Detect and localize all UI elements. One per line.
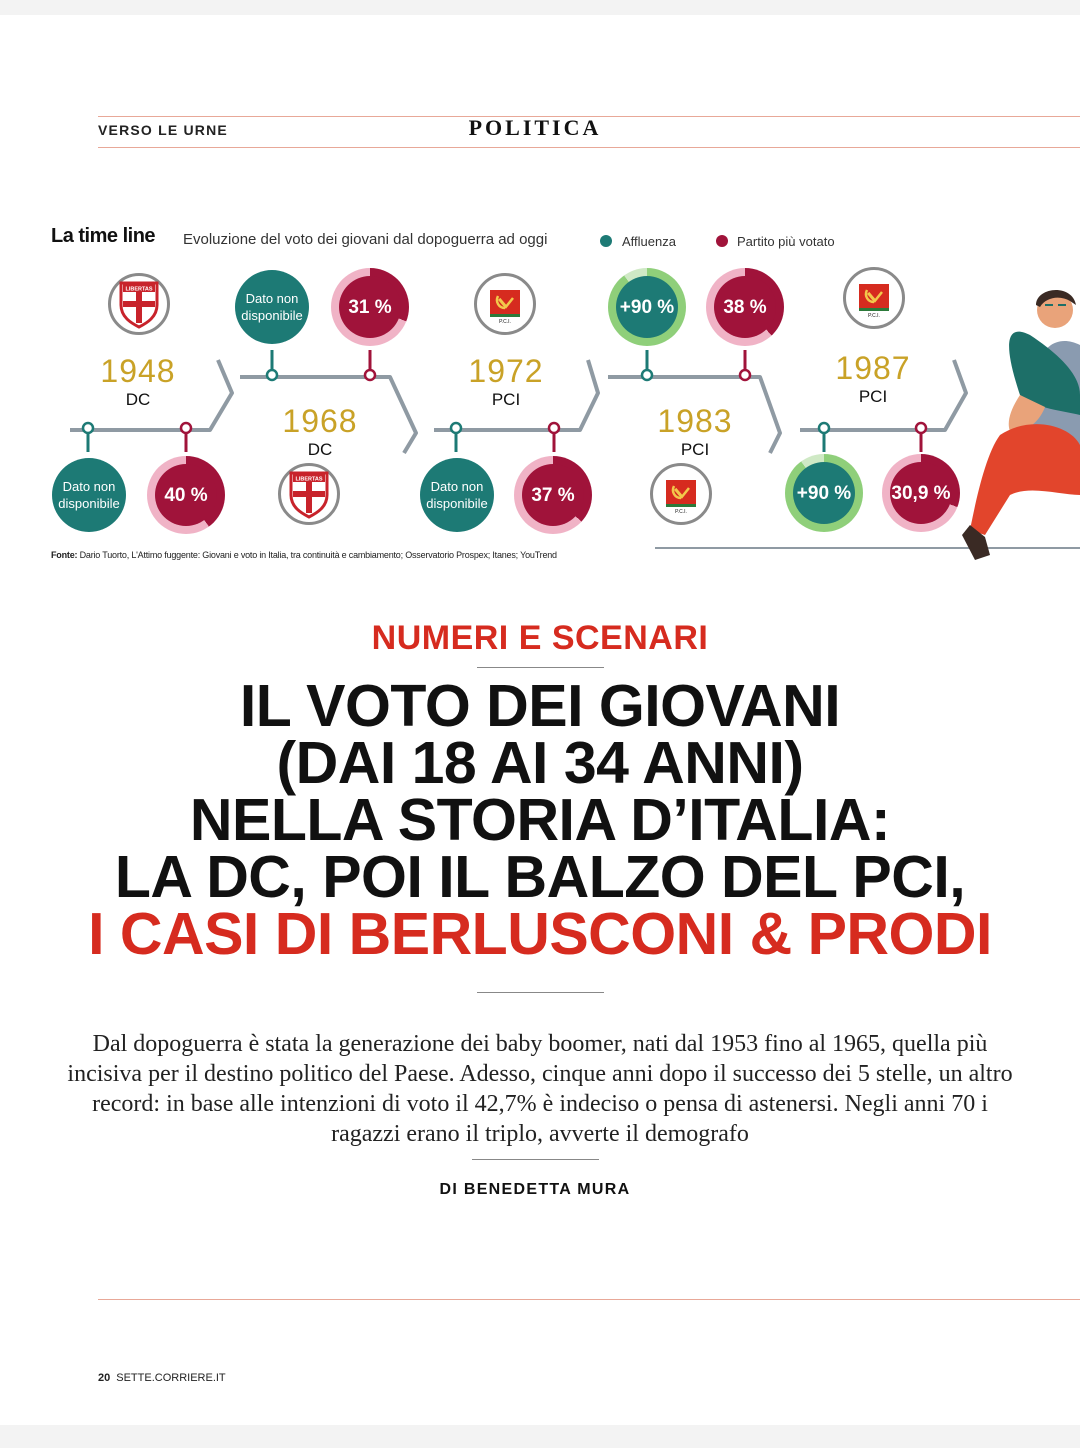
headline-line-2: (DAI 18 AI 34 ANNI)	[276, 730, 804, 796]
share-ring-1948	[147, 456, 225, 534]
node-1983-turnout	[642, 370, 652, 380]
headline	[0, 673, 1080, 967]
node-1987-party	[916, 423, 926, 433]
headline-line-4: LA DC, POI IL BALZO DEL PCI,	[114, 844, 966, 910]
timeline-source	[51, 550, 557, 560]
legend-party-label: Partito più votato	[737, 234, 835, 249]
deck: Dal dopoguerra è stata la generazione dei baby boomer, nati dal 1953 fino al 1965, quella più incisiva per il destino politico del Paese. Adesso, cinque anni dopo il successo dei 5 stelle, un altro record: in base alle intenzioni di voto il 42,7% è indeciso o pensa di astenersi. Negli anni 70 i ragazzi erano il triplo, avverte il demografo	[67, 1031, 1013, 1147]
year-1972: 1972	[468, 353, 544, 389]
young-person-illustration	[962, 290, 1080, 560]
turnout-value-1987: +90 %	[793, 462, 855, 524]
pci-flag-icon	[485, 284, 525, 324]
svg-text:LIBERTAS: LIBERTAS	[295, 476, 323, 483]
timeline-subtitle: Evoluzione del voto dei giovani dal dopoguerra ad oggi	[183, 231, 548, 248]
turnout-ring-1983	[608, 268, 686, 346]
dc-shield-icon	[117, 279, 161, 329]
share-value-1972: 37 %	[522, 464, 584, 526]
dc-logo-1968	[278, 463, 340, 525]
node-1972-turnout	[451, 423, 461, 433]
dc-shield-icon	[287, 469, 331, 519]
share-ring-1983	[706, 268, 784, 346]
kicker-rule	[477, 667, 604, 668]
source-text: Dario Tuorto, L'Attimo fuggente: Giovani e voto in Italia, tra continuità e cambiamento; Osservatorio Prospex; Itanes; YouTrend	[79, 550, 557, 560]
magazine-page	[0, 15, 1080, 1425]
node-1948-party	[181, 423, 191, 433]
share-ring-1972	[514, 456, 592, 534]
share-value-1968: 31 %	[339, 276, 401, 338]
pci-logo-1987	[843, 267, 905, 329]
legend-turnout-label: Affluenza	[622, 234, 676, 249]
svg-text:P.C.I.: P.C.I.	[675, 509, 687, 514]
turnout-1948: Dato non disponibile	[52, 458, 126, 532]
share-ring-1968	[331, 268, 409, 346]
pci-logo-1983	[650, 463, 712, 525]
year-1968: 1968	[282, 403, 358, 439]
headline-line-3: NELLA STORIA D’ITALIA:	[189, 787, 891, 853]
share-value-1948: 40 %	[155, 464, 217, 526]
node-1968-party	[365, 370, 375, 380]
share-value-1983: 38 %	[714, 276, 776, 338]
byline: DI BENEDETTA MURA	[439, 1181, 631, 1198]
page-number: 20	[98, 1372, 111, 1384]
party-1968: DC	[307, 440, 333, 459]
dc-logo-1948	[108, 273, 170, 335]
turnout-1972: Dato non disponibile	[420, 458, 494, 532]
timeline-title: La time line	[51, 225, 156, 247]
share-value-1987: 30,9 %	[890, 462, 952, 524]
pci-flag-icon	[854, 278, 894, 318]
turnout-value-1983: +90 %	[616, 276, 678, 338]
kicker: NUMERI E SCENARI	[371, 619, 709, 657]
node-1987-turnout	[819, 423, 829, 433]
folio	[98, 1372, 226, 1384]
turnout-1968: Dato non disponibile	[235, 270, 309, 344]
svg-text:P.C.I.: P.C.I.	[499, 319, 511, 324]
pci-logo-1972	[474, 273, 536, 335]
node-1968-turnout	[267, 370, 277, 380]
headline-line-red: I CASI DI BERLUSCONI & PRODI	[88, 901, 992, 967]
source-label: Fonte:	[51, 550, 78, 560]
party-1987: PCI	[858, 387, 888, 406]
pci-flag-icon	[661, 474, 701, 514]
byline-rule	[472, 1159, 599, 1160]
party-1983: PCI	[680, 440, 710, 459]
party-1972: PCI	[491, 390, 521, 409]
node-1972-party	[549, 423, 559, 433]
section-label: VERSO LE URNE	[98, 122, 228, 138]
footer-rule	[98, 1299, 1080, 1300]
svg-text:P.C.I.: P.C.I.	[868, 313, 880, 318]
share-ring-1987	[882, 454, 960, 532]
rubric-title: POLITICA	[468, 115, 602, 140]
year-1987: 1987	[835, 350, 911, 386]
deck-rule	[477, 992, 604, 993]
year-1983: 1983	[657, 403, 733, 439]
node-1948-turnout	[83, 423, 93, 433]
node-1983-party	[740, 370, 750, 380]
year-1948: 1948	[100, 353, 176, 389]
turnout-ring-1987	[785, 454, 863, 532]
site-name: SETTE.CORRIERE.IT	[116, 1372, 226, 1384]
party-1948: DC	[125, 390, 151, 409]
headline-line-1: IL VOTO DEI GIOVANI	[239, 673, 841, 739]
svg-text:LIBERTAS: LIBERTAS	[125, 286, 153, 293]
